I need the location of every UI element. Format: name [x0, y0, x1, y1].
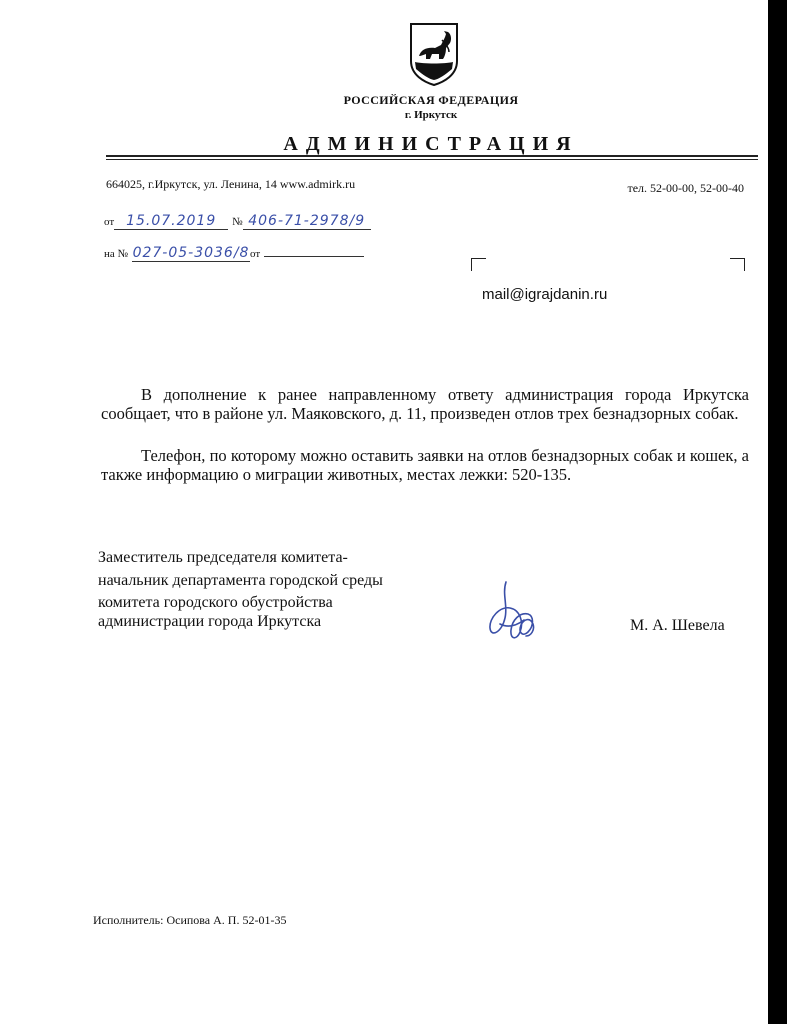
outgoing-reference	[104, 212, 371, 230]
address-corner-right	[730, 258, 745, 271]
country-name: РОССИЙСКАЯ ФЕДЕРАЦИЯ	[343, 93, 519, 107]
number-label: №	[232, 216, 243, 228]
signatory-title-line: администрации города Иркутска	[98, 613, 322, 630]
signatory-title-line: Заместитель председателя комитета-	[98, 549, 348, 566]
body-paragraph-1: В дополнение к ранее направленному ответу администрация города Иркутска сообщает, что в районе ул. Маяковского, д. 11, произведен отлов трех безнадзорных собак.	[101, 385, 749, 424]
response-label: на №	[104, 248, 129, 260]
handwritten-signature	[482, 576, 542, 656]
signatory-title-line: начальник департамента городской среды	[98, 572, 383, 589]
from-label: от	[104, 216, 115, 228]
organization-title: АДМИНИСТРАЦИЯ	[283, 133, 579, 155]
address-line: 664025, г.Иркутск, ул. Ленина, 14 www.admirk.ru	[106, 177, 356, 191]
header-rule-thick	[106, 155, 758, 157]
letter-number: 406-71-2978/9	[243, 213, 371, 230]
header-rule-thin	[106, 159, 758, 160]
response-date-label: от	[250, 248, 261, 260]
city-name: г. Иркутск	[404, 109, 458, 121]
recipient-email: mail@igrajdanin.ru	[482, 286, 608, 303]
response-date-blank	[264, 244, 364, 257]
body-paragraph-2: Телефон, по которому можно оставить заявки на отлов безнадзорных собак и кошек, а также информацию о миграции животных, местах лежки: 520-135.	[101, 446, 749, 485]
executor-line: Исполнитель: Осипова А. П. 52-01-35	[93, 913, 287, 927]
address-corner-left	[471, 258, 486, 271]
phone-numbers: тел. 52-00-00, 52-00-40	[627, 181, 744, 195]
signer-name: М. А. Шевела	[630, 617, 725, 634]
signatory-title-line: комитета городского обустройства	[98, 594, 333, 611]
incoming-reference	[104, 244, 364, 262]
response-number: 027-05-3036/8	[132, 245, 250, 261]
letter-date: 15.07.2019	[114, 213, 228, 230]
coat-of-arms-icon	[408, 21, 460, 87]
